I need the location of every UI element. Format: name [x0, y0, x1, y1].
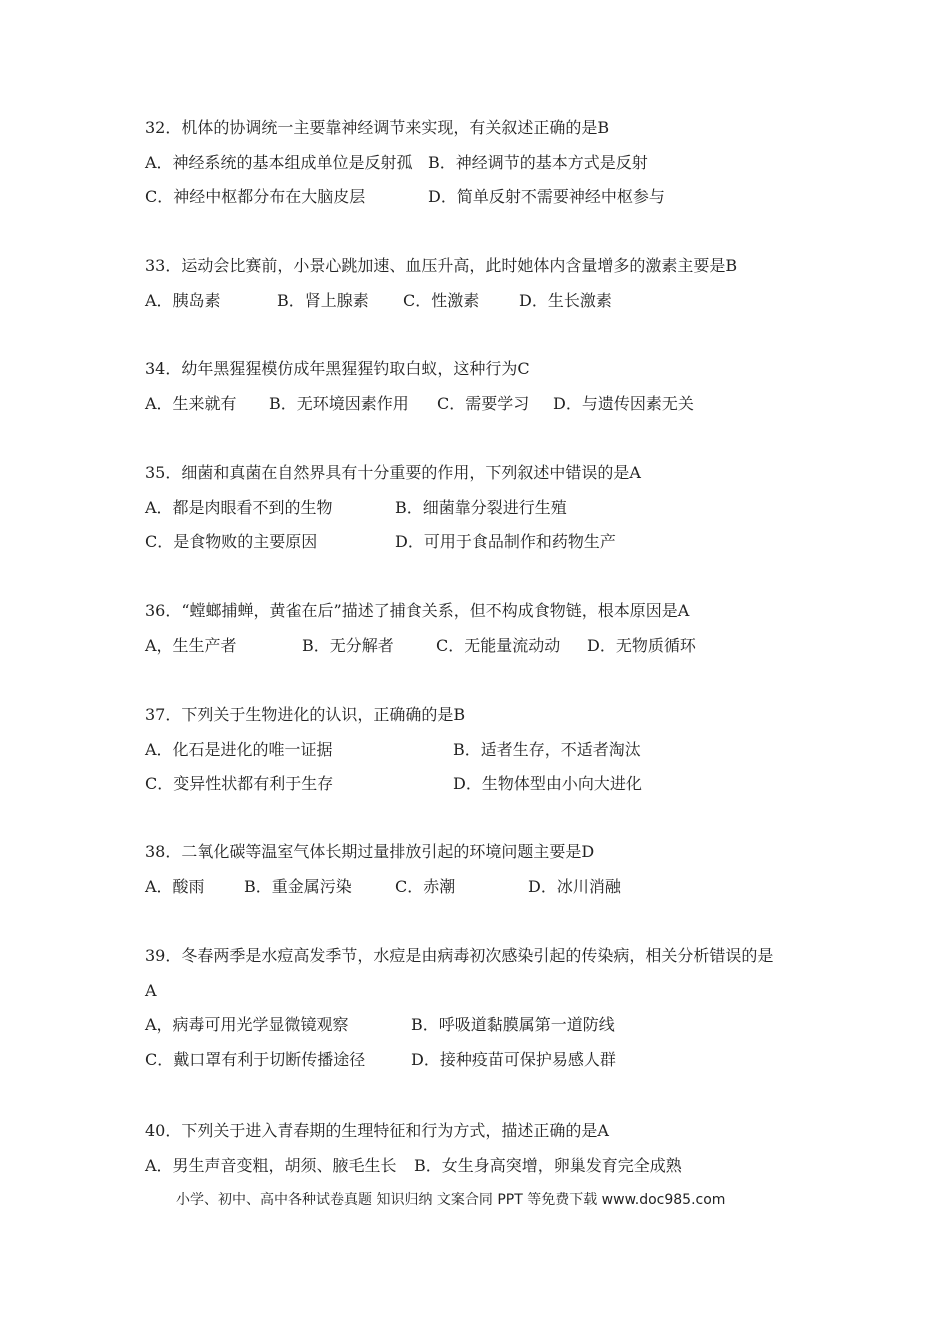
option-d: D．无物质循环 [587, 635, 696, 655]
question-stem: 35．细菌和真菌在自然界具有十分重要的作用，下列叙述中错误的是A [145, 463, 641, 482]
question-stem: 39．冬春两季是水痘高发季节，水痘是由病毒初次感染引起的传染病，相关分析错误的是 [145, 946, 774, 965]
option-b: B．适者生存，不适者淘汰 [453, 739, 641, 759]
option-row [145, 387, 835, 422]
option-a: A．神经系统的基本组成单位是反射孤 [145, 152, 413, 172]
option-b: B．呼吸道黏膜属第一道防线 [411, 1015, 615, 1034]
option-d: D．冰川消融 [528, 876, 621, 896]
option-b: B．细菌靠分裂进行生殖 [395, 497, 567, 517]
option-a: A．都是肉眼看不到的生物 [145, 497, 333, 517]
option-a: A．酸雨 [145, 876, 205, 896]
option-row [145, 629, 835, 664]
option-d: D．接种疫苗可保护易感人群 [411, 1049, 616, 1069]
option-a: A，病毒可用光学显微镜观察 [145, 1015, 349, 1034]
footer-text: 小学、初中、高中各种试卷真题 知识归纳 文案合同 PPT 等免费下载 www.doc985.com [176, 1192, 726, 1208]
question-stem: 36．“螳螂捕蝉，黄雀在后”描述了捕食关系，但不构成食物链，根本原因是A [145, 601, 690, 620]
option-c: C．需要学习 [437, 393, 530, 413]
option-row [145, 491, 835, 526]
option-c: C．赤潮 [395, 876, 456, 896]
option-row [145, 525, 835, 560]
option-b: B．无分解者 [302, 635, 394, 655]
option-a: A．胰岛素 [145, 290, 221, 310]
question-32 [145, 111, 835, 215]
option-b: B．重金属污染 [244, 876, 352, 896]
option-row [145, 1008, 835, 1043]
option-row [145, 1043, 835, 1078]
option-b: B．女生身高突增，卵巢发育完全成熟 [414, 1155, 682, 1175]
option-a: A．男生声音变粗，胡须、腋毛生长 [145, 1155, 397, 1175]
option-c: C．是食物败的主要原因 [145, 532, 318, 551]
option-d: D．简单反射不需要神经中枢参与 [428, 187, 665, 206]
question-37 [145, 698, 835, 802]
question-35 [145, 456, 835, 560]
option-b: B．神经调节的基本方式是反射 [428, 152, 648, 172]
question-36 [145, 594, 835, 663]
option-row [145, 733, 835, 768]
question-38 [145, 835, 835, 904]
question-stem: 37．下列关于生物进化的认识，正确确的是B [145, 705, 466, 724]
question-stem-continuation: A [145, 980, 157, 1000]
option-c: C．神经中枢都分布在大脑皮层 [145, 187, 366, 206]
option-c: C．戴口罩有利于切断传播途径 [145, 1049, 366, 1069]
question-stem: 40．下列关于进入青春期的生理特征和行为方式，描述正确的是A [145, 1121, 609, 1140]
question-40 [145, 1114, 835, 1183]
question-34 [145, 352, 835, 421]
option-c: C．变异性状都有利于生存 [145, 774, 334, 793]
question-39 [145, 939, 835, 1077]
option-row [145, 767, 835, 802]
option-row [145, 284, 835, 319]
option-d: D．生长激素 [519, 290, 612, 310]
option-c: C．无能量流动动 [436, 635, 561, 655]
option-d: D．可用于食品制作和药物生产 [395, 532, 616, 551]
question-stem: 32．机体的协调统一主要靠神经调节来实现，有关叙述正确的是B [145, 118, 610, 137]
option-a: A．生来就有 [145, 393, 237, 413]
option-b: B．无环境因素作用 [269, 393, 409, 413]
option-row [145, 870, 835, 905]
question-33 [145, 249, 835, 318]
question-stem: 34．幼年黑猩猩模仿成年黑猩猩钓取白蚁，这种行为C [145, 359, 530, 378]
option-c: C．性激素 [403, 290, 480, 310]
question-stem: 38．二氧化碳等温室气体长期过量排放引起的环境问题主要是D [145, 842, 595, 861]
option-row [145, 146, 835, 181]
question-stem: 33．运动会比赛前，小景心跳加速、血压升高，此时她体内含量增多的激素主要是B [145, 256, 738, 275]
option-a: A．化石是进化的唯一证据 [145, 739, 333, 759]
option-d: D．生物体型由小向大进化 [453, 774, 642, 793]
option-row [145, 1149, 835, 1184]
option-d: D．与遗传因素无关 [553, 393, 694, 413]
option-row [145, 180, 835, 215]
option-b: B．肾上腺素 [277, 290, 369, 310]
option-a: A，生生产者 [145, 635, 237, 655]
